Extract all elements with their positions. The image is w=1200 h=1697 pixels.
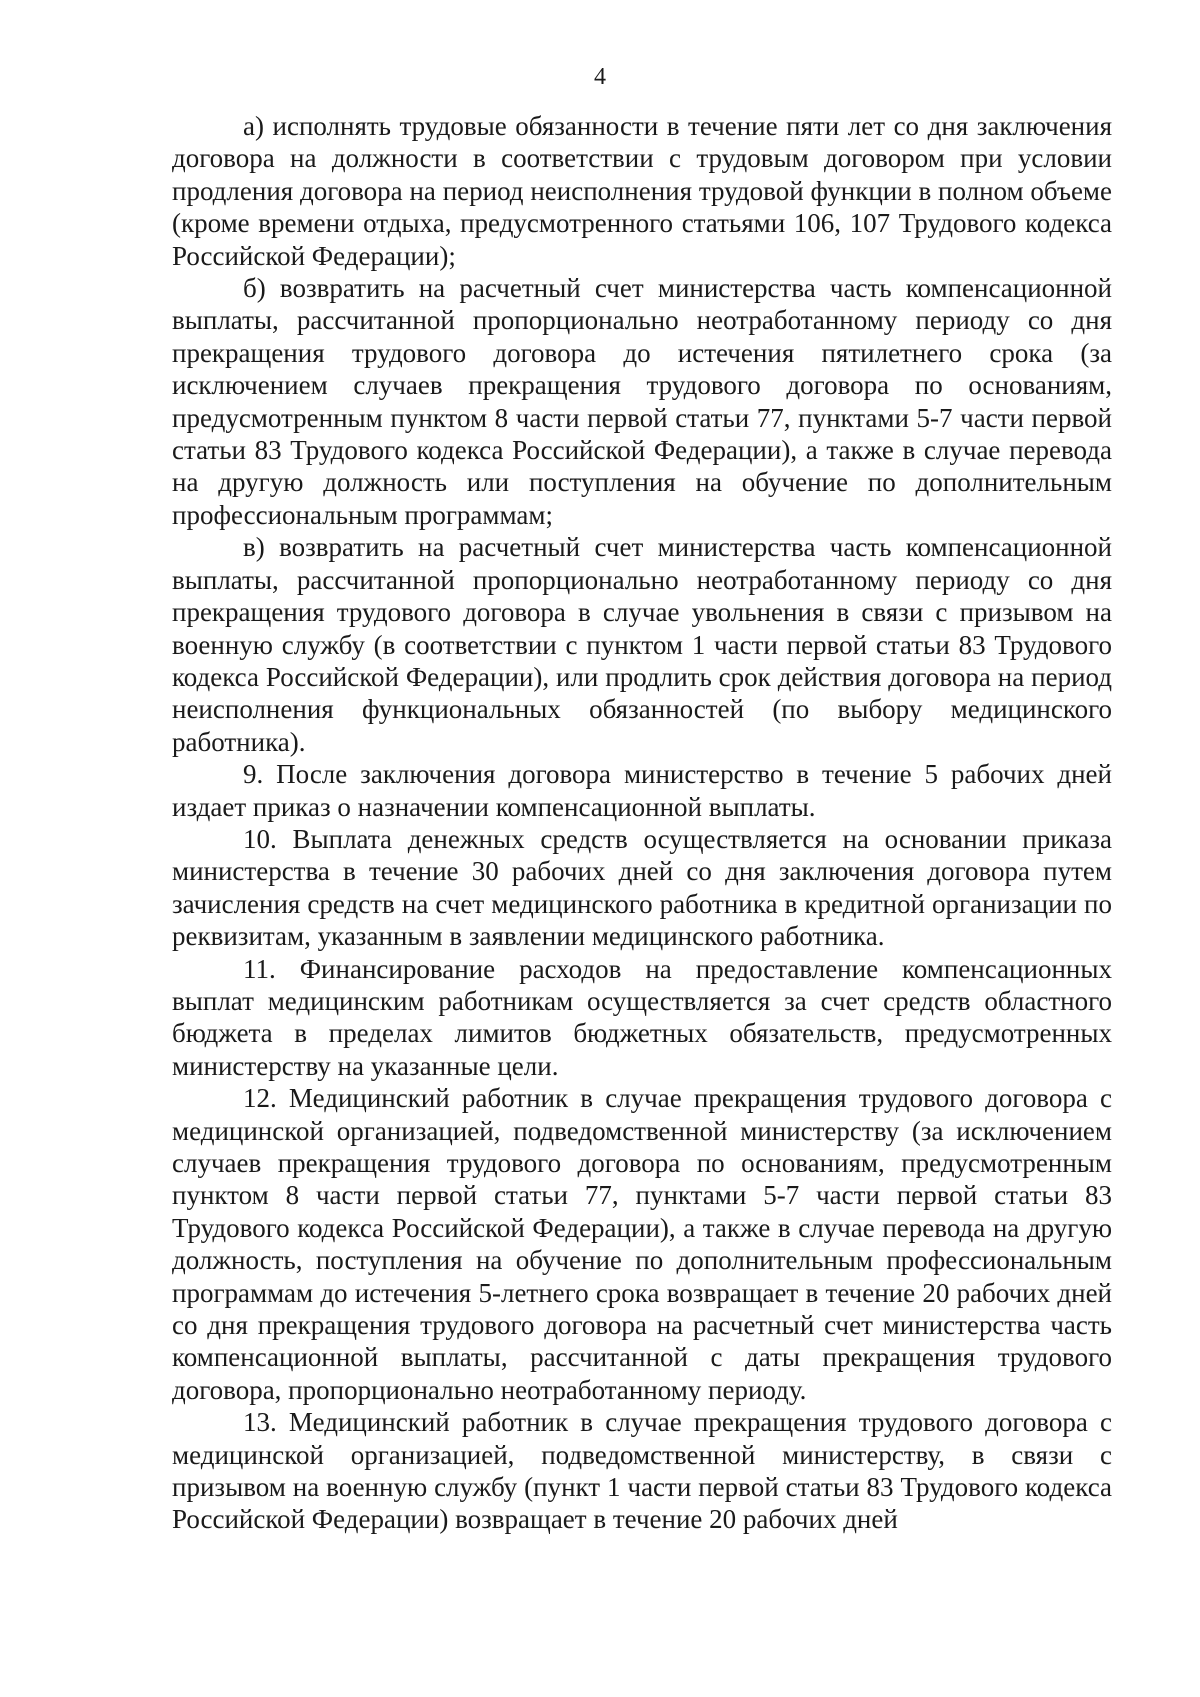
- paragraph-b: б) возвратить на расчетный счет министерства часть компенсационной выплаты, рассчитанной пропорционально неотработанному периоду со дня прекращения трудового договора до истечения пятилетнего срока (за исключением случаев прекращения трудового договора по основаниям, предусмотренным пунктом 8 части первой статьи 77, пунктами 5-7 части первой статьи 83 Трудового кодекса Российской Федерации), а также в случае перевода на другую должность или поступления на обучение по дополнительным профессиональным программам;: [172, 273, 1112, 530]
- paragraph-13: 13. Медицинский работник в случае прекращения трудового договора с медицинской организацией, подведомственной министерству, в связи с призывом на военную службу (пункт 1 части первой статьи 83 Трудового кодекса Российской Федерации) возвращает в течение 20 рабочих дней: [172, 1407, 1112, 1535]
- paragraph-12: 12. Медицинский работник в случае прекращения трудового договора с медицинской организацией, подведомственной министерству (за исключением случаев прекращения трудового договора по основаниям, предусмотренным пунктом 8 части первой статьи 77, пунктами 5-7 части первой статьи 83 Трудового кодекса Российской Федерации), а также в случае перевода на другую должность, поступления на обучение по дополнительным профессиональным программам до истечения 5-летнего срока возвращает в течение 20 рабочих дней со дня прекращения трудового договора на расчетный счет министерства часть компенсационной выплаты, рассчитанной с даты прекращения трудового договора, пропорционально неотработанному периоду.: [172, 1083, 1112, 1405]
- paragraph-v: в) возвратить на расчетный счет министерства часть компенсационной выплаты, рассчитанной пропорционально неотработанному периоду со дня прекращения трудового договора в случае увольнения в связи с призывом на военную службу (в соответствии с пунктом 1 части первой статьи 83 Трудового кодекса Российской Федерации), или продлить срок действия договора на период неисполнения функциональных обязанностей (по выбору медицинского работника).: [172, 532, 1112, 757]
- document-body: [172, 110, 1112, 1536]
- paragraph-11: 11. Финансирование расходов на предоставление компенсационных выплат медицинским работникам осуществляется за счет средств областного бюджета в пределах лимитов бюджетных обязательств, предусмотренных министерству на указанные цели.: [172, 953, 1112, 1081]
- paragraph-a: а) исполнять трудовые обязанности в течение пяти лет со дня заключения договора на должности в соответствии с трудовым договором при условии продления договора на период неисполнения трудовой функции в полном объеме (кроме времени отдыха, предусмотренного статьями 106, 107 Трудового кодекса Российской Федерации);: [172, 111, 1112, 271]
- paragraph-10: 10. Выплата денежных средств осуществляется на основании приказа министерства в течение 30 рабочих дней со дня заключения договора путем зачисления средств на счет медицинского работника в кредитной организации по реквизитам, указанным в заявлении медицинского работника.: [172, 823, 1112, 952]
- page-number: 4: [594, 64, 606, 90]
- paragraph-9: 9. После заключения договора министерство в течение 5 рабочих дней издает приказ о назначении компенсационной выплаты.: [172, 759, 1112, 822]
